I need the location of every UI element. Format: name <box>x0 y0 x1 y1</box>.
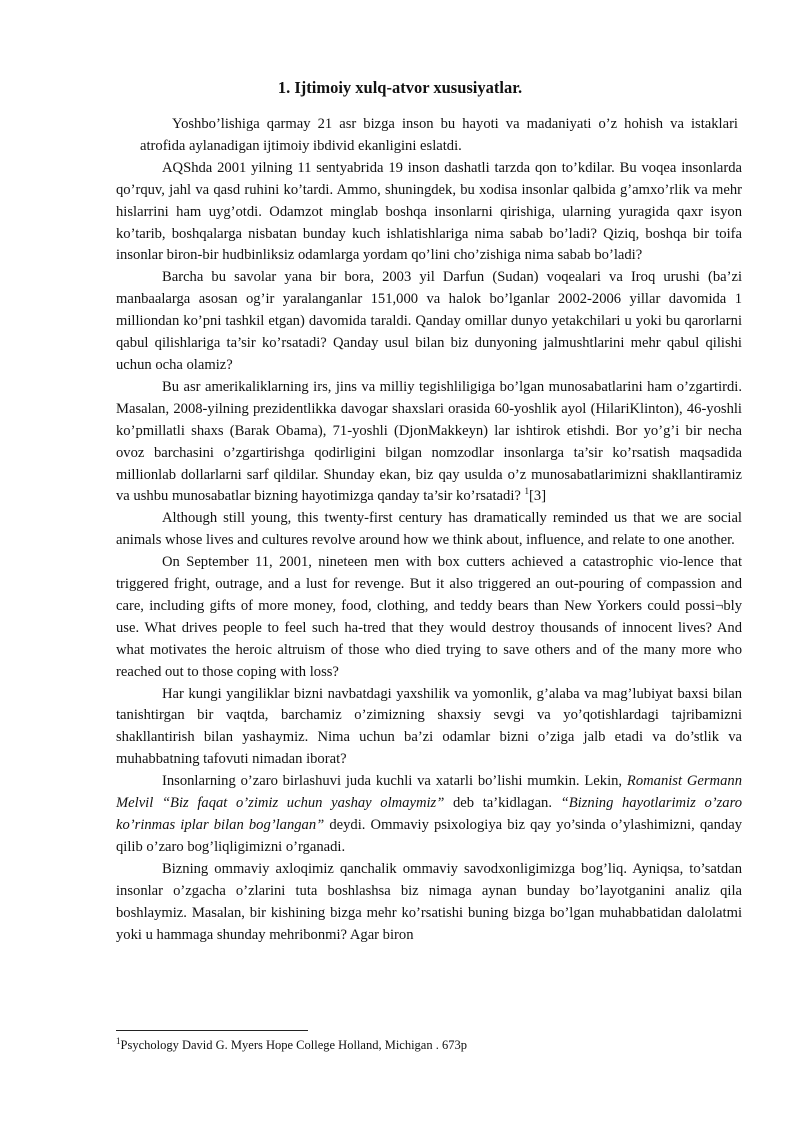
paragraph-melville-text-a: Insonlarning o’zaro birlashuvi juda kuchli va xatarli bo’lishi mumkin. Lekin, <box>162 773 627 790</box>
paragraph-intro: Yoshbo’lishiga qarmay 21 asr bizga inson bu hayoti va madaniyati o’z hohish va istaklari atrofida aylanadigan ijtimoiy ibdivid ekanligini eslatdi. <box>140 116 738 154</box>
footnote-divider <box>116 1030 308 1031</box>
paragraph-election-text: Bu asr amerikaliklarning irs, jins va milliy tegishliligiga bo’lgan munosabatlarini ham o’zgartirdi. Masalan, 2008-yilning prezidentlikka davogar shaxslari orasida 60-yoshlik ayol (HilariKlinton), 46-yoshli ko’pmillatli shaxs (Barak Obama), 71-yoshli (DjonMakkeyn) lar ishtirok etishdi. Bor yo’g’i bir necha ovoz barchasini o’zgartirishga qodirligini bilgan nomzodlar insonlarga ta’sir ko’rsatish maqsadida millionlab dollarlarni sarf qildilar. Shunday ekan, biz qay usulda o’z munosabatlarimizni shakllantiramiz va ushbu munosabatlar bizning hayotimizga qanday ta’sir ko’rsatadi? <box>116 378 742 505</box>
paragraph-daily-news: Har kungi yangiliklar bizni navbatdagi yaxshilik va yomonlik, g’alaba va mag’lubiyat baxsi bilan tanishtirgan bir vaqtda, barchamiz o’zimizning shaxsiy sevgi va yo’qotishlardagi tajribamizni shakllantirish bilan yashaymiz. Nima uchun ba’zi odamlar bizni o’ziga jalb etadi va do’stlik va muhabbatning tafovuti nimadan iborat? <box>116 685 742 768</box>
quote-one: “Biz faqat o’zimiz uchun yashay olmaymiz” <box>161 795 445 812</box>
paragraph-english-1: Although still young, this twenty-first century has dramatically reminded us that we are social animals whose lives and cultures revolve around how we think about, influence, and relate to one another. <box>116 510 742 549</box>
footnote-number: 1 <box>116 1035 121 1046</box>
footnote-text: Psychology David G. Myers Hope College Holland, Michigan . 673p <box>120 1038 467 1052</box>
paragraph-melville-text-c: deb ta’kidlagan. <box>444 795 561 812</box>
author-name: Romanist Germann Melvil <box>116 773 742 812</box>
section-title: 1. Ijtimoiy xulq-atvor xususiyatlar. <box>277 78 523 97</box>
reference-citation: [3] <box>529 488 547 505</box>
paragraph-melville <box>116 771 742 859</box>
paragraph-september-11: AQShda 2001 yilning 11 sentyabrida 19 inson dashatli tarzda qon to’kdilar. Bu voqea insonlarda qo’rquv, jahl va qasd ruhini ko’tardi. Ammo, shuningdek, bu xodisa insonlar qalbida g’amxo’rlik va mehr hislarrini ham uyg’otdi. Odamzot minglab boshqa insonlarni qirishiga, ularning yuragida qaxr isyon ko’tarib, boshqalarga nisbatan bunday kuch ishlatishlariga nima sabab bo’ladi? Qiziq, boshqa bir toifa insonlar biron-bir hudbinliksiz odamlarga yordam qo’lini cho’zishiga nima sabab bo’ladi? <box>116 159 742 264</box>
document-body <box>116 114 742 946</box>
paragraph-english-2: On September 11, 2001, nineteen men with box cutters achieved a catastrophic vio-lence that triggered fright, outrage, and a lust for revenge. But it also triggered an out-pouring of compassion and care, including gifts of more money, food, clothing, and teddy bears than New Yorkers could possi¬bly use. What drives people to feel such ha-tred that they would destroy thousands of innocent lives? And what motivates the heroic altruism of those who died trying to save others and of the many more who reached out to those coping with loss? <box>116 554 742 680</box>
paragraph-public-thinking: Bizning ommaviy axloqimiz qanchalik ommaviy savodxonligimizga bog’liq. Ayniqsa, to’satdan insonlar o’zgacha o’zlarini tuta boshlashsa biz nimaga aynan bunday bo’layotganini analiz qila boshlaymiz. Masalan, bir kishining bizga mehr ko’rsatishi buning bizga bo’lgan muhabbatidan dalolatmi yoki u hammaga shunday mehribonmi? Agar biron <box>116 860 742 943</box>
paragraph-melville-text-d: deydi. Ommaviy psixologiya biz qay yo’sinda o’ylashimizni, qanday qilib o’zaro bog’liqligimizni o’rganadi. <box>116 817 742 855</box>
footnote-marker[interactable]: 1 <box>524 486 530 497</box>
paragraph-election <box>116 377 742 508</box>
spacer-text <box>153 795 162 811</box>
paragraph-darfur-iraq: Barcha bu savolar yana bir bora, 2003 yil Darfun (Sudan) voqealari va Iroq urushi (ba’zi manbaalarga asosan og’ir yaralanganlar 151,000 va halok bo’lganlar 2002-2006 yillar davomida 1 milliondan ko’pni tashkil etgan) davomida taraldi. Qanday omillar dunyo yetakchilari u yoki bu qarorlarni qabul qilishlariga ta’sir ko’rsatadi? Qanday usul bilan biz dunyoning jalmushtlarini mehr qabul qilishi uchun ocha olamiz? <box>116 269 742 373</box>
footnote <box>116 1035 467 1053</box>
quote-two: “Bizning hayotlarimiz o’zaro ko’rinmas iplar bilan bog’langan” <box>116 795 743 833</box>
